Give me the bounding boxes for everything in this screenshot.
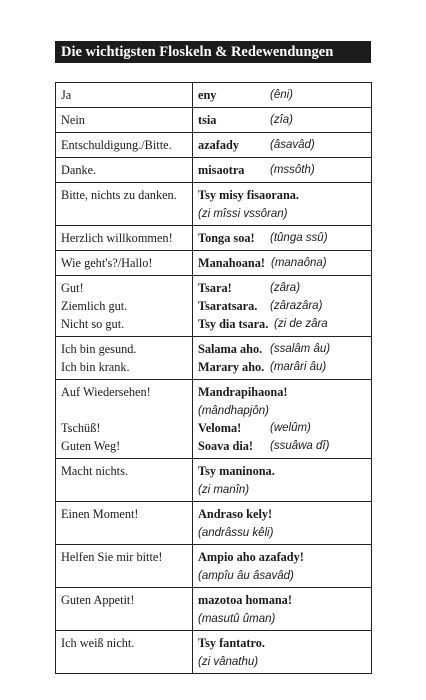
malagasy-phrase: Manahoana!: [198, 256, 265, 270]
german-phrase: Wie geht's?/Hallo!: [61, 256, 153, 270]
german-cell: [56, 502, 193, 545]
pronunciation: (âsavâd): [270, 139, 315, 151]
german-phrase: Ich weiß nicht.: [61, 636, 135, 650]
malagasy-phrase: Veloma!: [198, 421, 242, 435]
german-phrase: [61, 566, 192, 584]
phrase-row: [56, 337, 372, 380]
pronunciation: (ssuâwa dî): [270, 440, 330, 452]
phrase-table-body: [56, 83, 372, 674]
german-phrase: Einen Moment!: [61, 507, 139, 521]
german-phrase: Nicht so gut.: [61, 317, 125, 331]
pronunciation: (zi de zâra: [274, 318, 328, 330]
malagasy-phrase: Tsy misy fisaorana.: [198, 188, 300, 202]
pronunciation: (zâra): [270, 282, 301, 294]
phrase-row: [56, 502, 372, 545]
malagasy-cell: [193, 226, 372, 251]
german-cell: [56, 183, 193, 226]
malagasy-phrase: Tsy maninona.: [198, 464, 275, 478]
malagasy-phrase: mazotoa homana!: [198, 593, 292, 607]
pronunciation: (zi manîn): [198, 484, 250, 496]
pronunciation: (ssalâm âu): [270, 343, 331, 355]
malagasy-cell: [193, 276, 372, 337]
german-phrase: Nein: [61, 113, 85, 127]
malagasy-cell: [193, 588, 372, 631]
german-phrase: Ziemlich gut.: [61, 299, 128, 313]
malagasy-phrase: Tsara!: [198, 281, 232, 295]
phrase-row: [56, 226, 372, 251]
phrase-row: [56, 459, 372, 502]
malagasy-phrase: Tonga soa!: [198, 231, 255, 245]
german-phrase: Ich bin krank.: [61, 360, 130, 374]
pronunciation: (zi mîssi vssôran): [198, 208, 288, 220]
pronunciation: (zi vânathu): [198, 656, 259, 668]
malagasy-phrase: Ampio aho azafady!: [198, 550, 304, 564]
pronunciation: (ampîu âu âsavâd): [198, 570, 294, 582]
german-phrase: [61, 523, 192, 541]
malagasy-cell: [193, 380, 372, 459]
malagasy-phrase: Salama aho.: [198, 342, 263, 356]
german-phrase: Auf Wiedersehen!: [61, 385, 151, 399]
german-phrase: Danke.: [61, 163, 97, 177]
malagasy-phrase: Marary aho.: [198, 360, 265, 374]
german-cell: [56, 545, 193, 588]
malagasy-cell: [193, 459, 372, 502]
german-phrase: [61, 204, 192, 222]
malagasy-cell: [193, 337, 372, 380]
malagasy-cell: [193, 545, 372, 588]
malagasy-phrase: eny: [198, 88, 217, 102]
malagasy-cell: [193, 83, 372, 108]
pronunciation: (zârazâra): [270, 300, 323, 312]
malagasy-cell: [193, 251, 372, 276]
german-phrase: Macht nichts.: [61, 464, 128, 478]
section-title: Die wichtigsten Floskeln & Redewendungen: [55, 41, 371, 63]
german-phrase: [61, 609, 192, 627]
phrase-row: [56, 83, 372, 108]
german-phrase: [61, 652, 192, 670]
german-cell: [56, 83, 193, 108]
malagasy-cell: [193, 631, 372, 674]
german-cell: [56, 226, 193, 251]
german-cell: [56, 251, 193, 276]
malagasy-phrase: tsia: [198, 113, 217, 127]
german-phrase: Bitte, nichts zu danken.: [61, 188, 177, 202]
german-phrase: Tschüß!: [61, 421, 101, 435]
german-phrase: Ja: [61, 88, 72, 102]
malagasy-cell: [193, 108, 372, 133]
malagasy-phrase: azafady: [198, 138, 239, 152]
german-cell: [56, 631, 193, 674]
malagasy-phrase: Andraso kely!: [198, 507, 273, 521]
malagasy-phrase: misaotra: [198, 163, 245, 177]
phrase-row: [56, 183, 372, 226]
malagasy-cell: [193, 502, 372, 545]
phrase-row: [56, 380, 372, 459]
german-cell: [56, 276, 193, 337]
pronunciation: (marâri âu): [270, 361, 327, 373]
german-cell: [56, 337, 193, 380]
malagasy-cell: [193, 158, 372, 183]
german-phrase: Ich bin gesund.: [61, 342, 137, 356]
german-cell: [56, 588, 193, 631]
german-phrase: Guten Weg!: [61, 439, 121, 453]
german-phrase: Entschuldigung./Bitte.: [61, 138, 172, 152]
phrase-row: [56, 588, 372, 631]
pronunciation: (masutû ûman): [198, 613, 276, 625]
pronunciation: (mssôth): [270, 164, 315, 176]
malagasy-cell: [193, 183, 372, 226]
malagasy-cell: [193, 133, 372, 158]
german-cell: [56, 133, 193, 158]
german-phrase: [61, 401, 192, 419]
german-cell: [56, 158, 193, 183]
pronunciation: (andrâssu kêli): [198, 527, 274, 539]
phrase-row: [56, 545, 372, 588]
malagasy-phrase: Tsy fantatro.: [198, 636, 265, 650]
pronunciation: (zîa): [270, 114, 293, 126]
german-phrase: [61, 480, 192, 498]
phrase-row: [56, 158, 372, 183]
pronunciation: (welûm): [270, 422, 311, 434]
phrase-row: [56, 108, 372, 133]
phrase-table: [55, 82, 372, 674]
phrase-row: [56, 251, 372, 276]
german-cell: [56, 380, 193, 459]
phrase-row: [56, 276, 372, 337]
malagasy-phrase: Mandrapihaona!: [198, 385, 288, 399]
german-phrase: Helfen Sie mir bitte!: [61, 550, 163, 564]
german-phrase: Herzlich willkommen!: [61, 231, 173, 245]
phrase-row: [56, 631, 372, 674]
pronunciation: (mândhapjôn): [198, 405, 269, 417]
pronunciation: (êni): [270, 89, 294, 101]
pronunciation: (manaôna): [271, 257, 327, 269]
german-phrase: Gut!: [61, 281, 84, 295]
pronunciation: (tûnga ssû): [270, 232, 328, 244]
german-phrase: Guten Appetit!: [61, 593, 135, 607]
phrase-row: [56, 133, 372, 158]
german-cell: [56, 108, 193, 133]
malagasy-phrase: Tsy dia tsara.: [198, 317, 269, 331]
malagasy-phrase: Soava dia!: [198, 439, 254, 453]
german-cell: [56, 459, 193, 502]
malagasy-phrase: Tsaratsara.: [198, 299, 258, 313]
